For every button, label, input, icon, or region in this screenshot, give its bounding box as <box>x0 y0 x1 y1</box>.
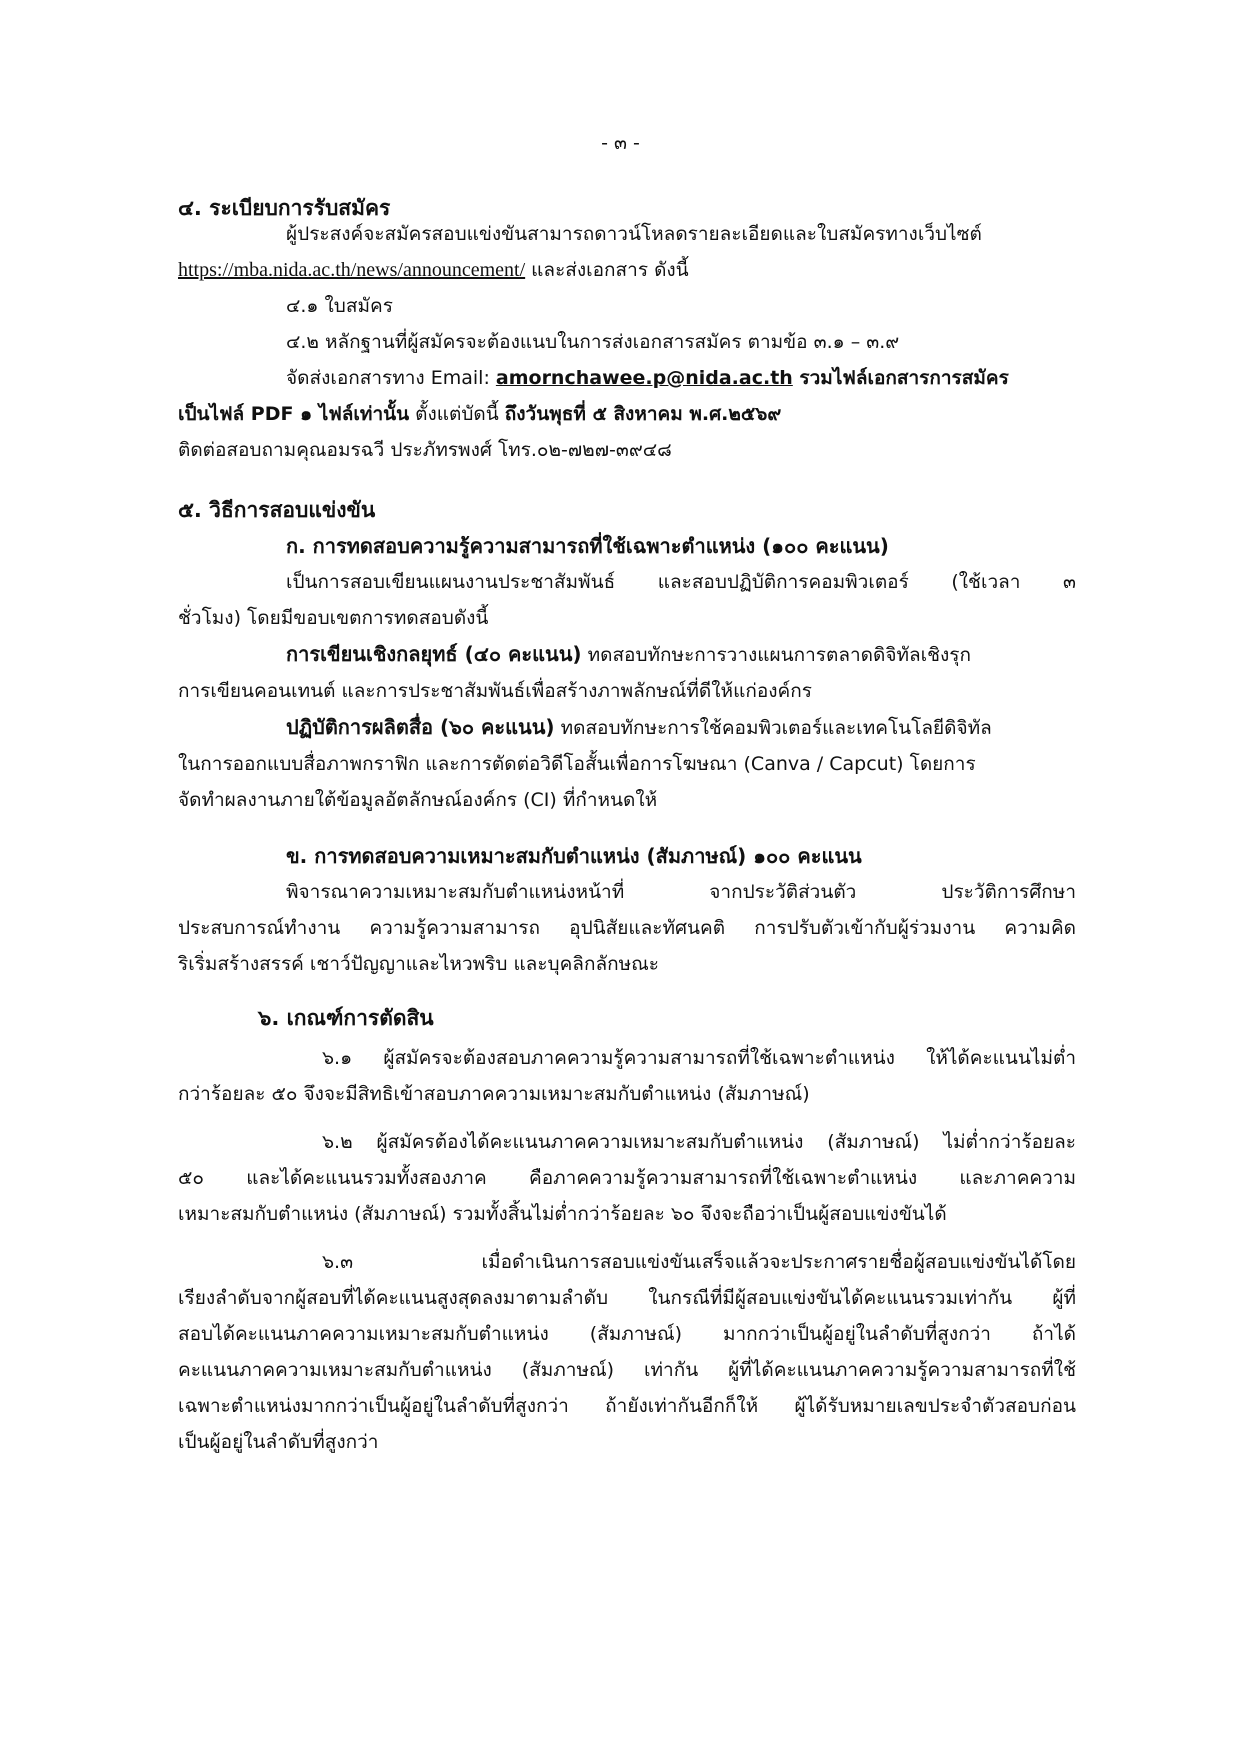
s5-b-line-2: ประสบการณ์ทำงาน ความรู้ความสามารถ อุปนิสัยและทัศนคติ การปรับตัวเข้ากับผู้ร่วมงาน ความคิด <box>178 917 1076 939</box>
s4-contact-line: ติดต่อสอบถามคุณอมรฉวี ประภัทรพงศ์ โทร.๐๒-๗๒๗-๓๙๔๘ <box>178 439 672 461</box>
s6-3-line-3: สอบได้คะแนนภาคความเหมาะสมกับตำแหน่ง (สัมภาษณ์) มากกว่าเป็นผู้อยู่ในลำดับที่สูงกว่า ถ้าได้ <box>178 1323 1076 1345</box>
section-6 <box>178 1000 1076 1036</box>
s5-media-line-3: จัดทำผลงานภายใต้ข้อมูลอัตลักษณ์องค์กร (CI) ที่กำหนดให้ <box>178 789 658 811</box>
section-6-3 <box>178 1244 1076 1460</box>
s6-2-line-1: ๖.๒ ผู้สมัครต้องได้คะแนนภาคความเหมาะสมกับตำแหน่ง (สัมภาษณ์) ไม่ต่ำกว่าร้อยละ <box>322 1131 1076 1153</box>
s6-3-line-5: เฉพาะตำแหน่งมากกว่าเป็นผู้อยู่ในลำดับที่สูงกว่า ถ้ายังเท่ากันอีกก็ให้ ผู้ได้รับหมายเลขประจำตัวสอบก่อน <box>178 1395 1076 1417</box>
s6-3-line-6: เป็นผู้อยู่ในลำดับที่สูงกว่า <box>178 1431 379 1453</box>
send-prefix: จัดส่งเอกสารทาง Email: <box>286 367 496 389</box>
s4-item-documents: ๔.๒ หลักฐานที่ผู้สมัครจะต้องแนบในการส่งเอกสารสมัคร ตามข้อ ๓.๑ – ๓.๙ <box>286 331 900 353</box>
s6-3-line-1: ๖.๓ เมื่อดำเนินการสอบแข่งขันเสร็จแล้วจะประกาศรายชื่อผู้สอบแข่งขันได้โดย <box>322 1251 1076 1273</box>
email-link[interactable]: amornchawee.p@nida.ac.th <box>495 367 793 389</box>
s5-a-line-2: ชั่วโมง) โดยมีขอบเขตการทดสอบดังนี้ <box>178 607 489 629</box>
section-4-heading: ๔. ระเบียบการรับสมัคร <box>178 196 391 220</box>
s6-1-line-2: กว่าร้อยละ ๕๐ จึงจะมีสิทธิเข้าสอบภาคความเหมาะสมกับตำแหน่ง (สัมภาษณ์) <box>178 1083 810 1105</box>
s6-2-line-3: เหมาะสมกับตำแหน่ง (สัมภาษณ์) รวมทั้งสิ้นไม่ต่ำกว่าร้อยละ ๖๐ จึงจะถือว่าเป็นผู้สอบแข่งขันได้ <box>178 1203 947 1225</box>
s4-item-application-form: ๔.๑ ใบสมัคร <box>286 295 393 317</box>
section-5-b <box>178 838 1076 982</box>
media-rest: ทดสอบทักษะการใช้คอมพิวเตอร์และเทคโนโลยีดิจิทัล <box>554 717 992 739</box>
s4-paragraph-line: ผู้ประสงค์จะสมัครสอบแข่งขันสามารถดาวน์โหลดรายละเอียดและใบสมัครทางเว็บไซต์ <box>286 223 982 245</box>
page-number: - ๓ - <box>601 132 640 154</box>
s6-2-line-2: ๕๐ และได้คะแนนรวมทั้งสองภาค คือภาคความรู้ความสามารถที่ใช้เฉพาะตำแหน่ง และภาคความ <box>178 1167 1076 1189</box>
writing-rest: ทดสอบทักษะการวางแผนการตลาดดิจิทัลเชิงรุก <box>581 644 972 666</box>
media-title: ปฏิบัติการผลิตสื่อ (๖๐ คะแนน) <box>286 715 555 739</box>
section-6-heading: ๖. เกณฑ์การตัดสิน <box>258 1006 434 1030</box>
announcement-link[interactable]: https://mba.nida.ac.th/news/announcement/ <box>178 259 526 281</box>
s5-writing-line-1 <box>178 636 1076 673</box>
section-5-heading: ๕. วิธีการสอบแข่งขัน <box>178 498 376 522</box>
s5-b-title: ข. การทดสอบความเหมาะสมกับตำแหน่ง (สัมภาษณ์) ๑๐๐ คะแนน <box>286 844 862 868</box>
send2-normal: ตั้งแต่บัดนี้ <box>409 403 505 425</box>
send2-deadline: ถึงวันพุธที่ ๕ สิงหาคม พ.ศ.๒๕๖๙ <box>504 403 782 425</box>
s5-b-line-1: พิจารณาความเหมาะสมกับตำแหน่งหน้าที่ จากประวัติส่วนตัว ประวัติการศึกษา <box>286 881 1076 903</box>
s4-url-line <box>178 252 1076 288</box>
s4-send-line <box>178 360 1076 396</box>
s6-3-line-2: เรียงลำดับจากผู้สอบที่ได้คะแนนสูงสุดลงมาตามลำดับ ในกรณีที่มีผู้สอบแข่งขันได้คะแนนรวมเท่ากัน ผู้ที่ <box>178 1287 1076 1309</box>
send2-bold: เป็นไฟล์ PDF ๑ ไฟล์เท่านั้น <box>178 403 410 425</box>
s5-media-line-1 <box>178 709 1076 746</box>
s5-media-line-2: ในการออกแบบสื่อภาพกราฟิก และการตัดต่อวิดีโอสั้นเพื่อการโฆษณา (Canva / Capcut) โดยการ <box>178 753 976 775</box>
section-4-body <box>178 212 1076 468</box>
section-5 <box>178 492 1076 818</box>
s5-b-line-3: ริเริ่มสร้างสรรค์ เชาว์ปัญญาและไหวพริบ และบุคลิกลักษณะ <box>178 953 659 975</box>
s4-url-line-rest: และส่งเอกสาร ดังนี้ <box>525 259 689 281</box>
s5-a-title: ก. การทดสอบความรู้ความสามารถที่ใช้เฉพาะตำแหน่ง (๑๐๐ คะแนน) <box>286 534 889 558</box>
writing-title: การเขียนเชิงกลยุทธ์ (๔๐ คะแนน) <box>286 642 582 666</box>
s4-send-line-2 <box>178 396 1076 432</box>
s6-3-line-4: คะแนนภาคความเหมาะสมกับตำแหน่ง (สัมภาษณ์) เท่ากัน ผู้ที่ได้คะแนนภาคความรู้ความสามารถที่ใช้ <box>178 1359 1076 1381</box>
s5-writing-line-2: การเขียนคอนเทนต์ และการประชาสัมพันธ์เพื่อสร้างภาพลักษณ์ที่ดีให้แก่องค์กร <box>178 680 812 702</box>
section-6-2 <box>178 1124 1076 1232</box>
send-bold-text: รวมไฟล์เอกสารการสมัคร <box>792 367 1009 389</box>
section-6-1 <box>178 1040 1076 1112</box>
s5-a-line-1: เป็นการสอบเขียนแผนงานประชาสัมพันธ์ และสอบปฏิบัติการคอมพิวเตอร์ (ใช้เวลา ๓ <box>286 571 1076 593</box>
s6-1-line-1: ๖.๑ ผู้สมัครจะต้องสอบภาคความรู้ความสามารถที่ใช้เฉพาะตำแหน่ง ให้ได้คะแนนไม่ต่ำ <box>322 1047 1076 1069</box>
